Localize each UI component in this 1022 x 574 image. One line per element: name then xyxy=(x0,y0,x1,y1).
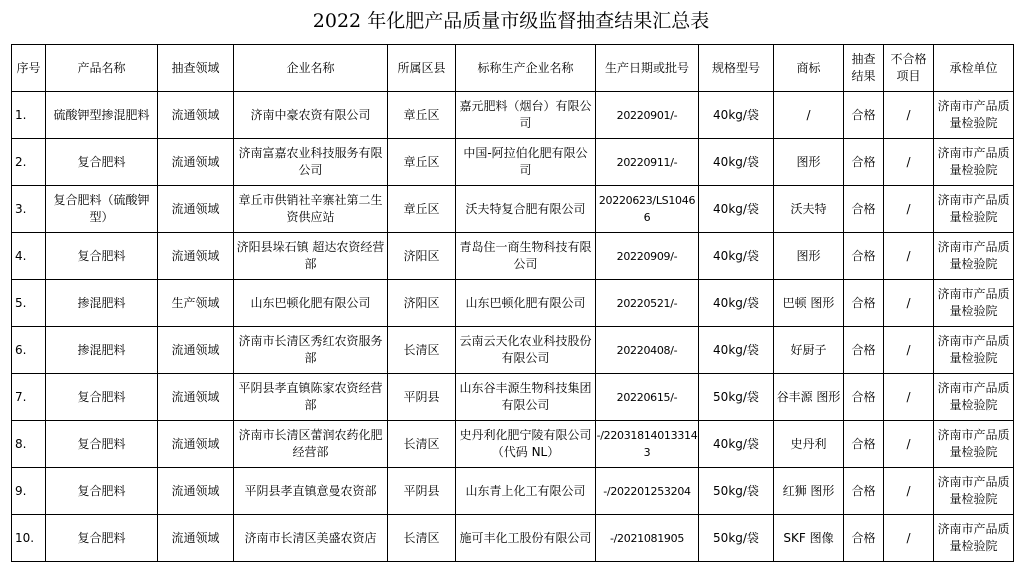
table-row xyxy=(12,186,1014,233)
specification-cell: 40kg/袋 xyxy=(699,327,774,374)
nonconforming-items-cell: / xyxy=(884,515,934,562)
production-date-batch-cell: 20220911/- xyxy=(596,139,699,186)
product-name-cell: 复合肥料 xyxy=(46,421,158,468)
product-name-cell: 复合肥料（硫酸钾型） xyxy=(46,186,158,233)
nonconforming-items-cell: / xyxy=(884,280,934,327)
production-date-batch-cell: 20220521/- xyxy=(596,280,699,327)
testing-agency-cell: 济南市产品质量检验院 xyxy=(934,421,1014,468)
company-name-cell: 济南富嘉农业科技服务有限公司 xyxy=(234,139,388,186)
company-name-cell: 平阴县孝直镇陈家农资经营部 xyxy=(234,374,388,421)
manufacturer-name-cell: 云南云天化农业科技股份有限公司 xyxy=(456,327,596,374)
table-row xyxy=(12,280,1014,327)
trademark-cell: 好厨子 xyxy=(774,327,844,374)
sampling-result-cell: 合格 xyxy=(844,468,884,515)
trademark-cell: 图形 xyxy=(774,233,844,280)
manufacturer-name-cell: 山东谷丰源生物科技集团有限公司 xyxy=(456,374,596,421)
nonconforming-items-cell: / xyxy=(884,327,934,374)
production-date-batch-cell: 20220901/- xyxy=(596,92,699,139)
sampling-result-cell: 合格 xyxy=(844,327,884,374)
sampling-field-cell: 流通领域 xyxy=(158,421,234,468)
table-body xyxy=(12,92,1014,562)
district-cell: 长清区 xyxy=(388,421,456,468)
row-number-cell: 9. xyxy=(12,468,46,515)
table-row xyxy=(12,139,1014,186)
sampling-field-cell: 流通领域 xyxy=(158,233,234,280)
company-name-cell: 济南市长清区秀红农资服务部 xyxy=(234,327,388,374)
table-row xyxy=(12,421,1014,468)
sampling-result-cell: 合格 xyxy=(844,421,884,468)
row-number-cell: 4. xyxy=(12,233,46,280)
district-cell: 长清区 xyxy=(388,515,456,562)
testing-agency-cell: 济南市产品质量检验院 xyxy=(934,515,1014,562)
sampling-result-cell: 合格 xyxy=(844,280,884,327)
district-cell: 济阳区 xyxy=(388,280,456,327)
district-cell: 长清区 xyxy=(388,327,456,374)
sampling-field-cell: 流通领域 xyxy=(158,327,234,374)
company-name-cell: 济南市长清区美盛农资店 xyxy=(234,515,388,562)
district-cell: 章丘区 xyxy=(388,92,456,139)
sampling-field-cell: 流通领域 xyxy=(158,92,234,139)
row-number-cell: 8. xyxy=(12,421,46,468)
header-cell: 抽查领域 xyxy=(158,45,234,92)
sampling-result-cell: 合格 xyxy=(844,186,884,233)
trademark-cell: SKF 图像 xyxy=(774,515,844,562)
testing-agency-cell: 济南市产品质量检验院 xyxy=(934,327,1014,374)
company-name-cell: 平阴县孝直镇意曼农资部 xyxy=(234,468,388,515)
nonconforming-items-cell: / xyxy=(884,233,934,280)
row-number-cell: 1. xyxy=(12,92,46,139)
manufacturer-name-cell: 嘉元肥料（烟台）有限公司 xyxy=(456,92,596,139)
table-row xyxy=(12,374,1014,421)
header-cell: 规格型号 xyxy=(699,45,774,92)
table-row xyxy=(12,233,1014,280)
sampling-result-cell: 合格 xyxy=(844,515,884,562)
table-row xyxy=(12,515,1014,562)
sampling-field-cell: 流通领域 xyxy=(158,186,234,233)
row-number-cell: 6. xyxy=(12,327,46,374)
testing-agency-cell: 济南市产品质量检验院 xyxy=(934,468,1014,515)
sampling-result-cell: 合格 xyxy=(844,374,884,421)
header-cell: 承检单位 xyxy=(934,45,1014,92)
trademark-cell: 图形 xyxy=(774,139,844,186)
sampling-result-cell: 合格 xyxy=(844,139,884,186)
testing-agency-cell: 济南市产品质量检验院 xyxy=(934,92,1014,139)
company-name-cell: 山东巴顿化肥有限公司 xyxy=(234,280,388,327)
product-name-cell: 复合肥料 xyxy=(46,139,158,186)
testing-agency-cell: 济南市产品质量检验院 xyxy=(934,374,1014,421)
testing-agency-cell: 济南市产品质量检验院 xyxy=(934,280,1014,327)
district-cell: 章丘区 xyxy=(388,139,456,186)
company-name-cell: 济南中豪农资有限公司 xyxy=(234,92,388,139)
header-cell: 企业名称 xyxy=(234,45,388,92)
manufacturer-name-cell: 山东巴顿化肥有限公司 xyxy=(456,280,596,327)
header-cell: 所属区县 xyxy=(388,45,456,92)
sampling-field-cell: 生产领域 xyxy=(158,280,234,327)
nonconforming-items-cell: / xyxy=(884,468,934,515)
district-cell: 章丘区 xyxy=(388,186,456,233)
sampling-field-cell: 流通领域 xyxy=(158,139,234,186)
results-table xyxy=(11,44,1014,562)
product-name-cell: 复合肥料 xyxy=(46,233,158,280)
specification-cell: 40kg/袋 xyxy=(699,186,774,233)
trademark-cell: / xyxy=(774,92,844,139)
row-number-cell: 5. xyxy=(12,280,46,327)
specification-cell: 50kg/袋 xyxy=(699,468,774,515)
product-name-cell: 复合肥料 xyxy=(46,515,158,562)
production-date-batch-cell: 20220623/LS10466 xyxy=(596,186,699,233)
page-title: 2022 年化肥产品质量市级监督抽查结果汇总表 xyxy=(312,10,710,32)
specification-cell: 50kg/袋 xyxy=(699,515,774,562)
table-row xyxy=(12,468,1014,515)
manufacturer-name-cell: 山东青上化工有限公司 xyxy=(456,468,596,515)
trademark-cell: 谷丰源 图形 xyxy=(774,374,844,421)
row-number-cell: 2. xyxy=(12,139,46,186)
sampling-field-cell: 流通领域 xyxy=(158,468,234,515)
product-name-cell: 掺混肥料 xyxy=(46,280,158,327)
manufacturer-name-cell: 史丹利化肥宁陵有限公司（代码 NL） xyxy=(456,421,596,468)
sampling-field-cell: 流通领域 xyxy=(158,515,234,562)
header-cell: 商标 xyxy=(774,45,844,92)
sampling-result-cell: 合格 xyxy=(844,233,884,280)
trademark-cell: 史丹利 xyxy=(774,421,844,468)
row-number-cell: 10. xyxy=(12,515,46,562)
manufacturer-name-cell: 青岛住一商生物科技有限公司 xyxy=(456,233,596,280)
product-name-cell: 硫酸钾型掺混肥料 xyxy=(46,92,158,139)
nonconforming-items-cell: / xyxy=(884,421,934,468)
district-cell: 平阴县 xyxy=(388,374,456,421)
manufacturer-name-cell: 中国-阿拉伯化肥有限公司 xyxy=(456,139,596,186)
specification-cell: 40kg/袋 xyxy=(699,421,774,468)
production-date-batch-cell: -/220318140133143 xyxy=(596,421,699,468)
district-cell: 平阴县 xyxy=(388,468,456,515)
company-name-cell: 章丘市供销社辛寨社第二生资供应站 xyxy=(234,186,388,233)
product-name-cell: 复合肥料 xyxy=(46,468,158,515)
testing-agency-cell: 济南市产品质量检验院 xyxy=(934,139,1014,186)
manufacturer-name-cell: 沃夫特复合肥有限公司 xyxy=(456,186,596,233)
company-name-cell: 济南市长清区蕾润农药化肥经营部 xyxy=(234,421,388,468)
specification-cell: 50kg/袋 xyxy=(699,374,774,421)
product-name-cell: 复合肥料 xyxy=(46,374,158,421)
table-row xyxy=(12,92,1014,139)
production-date-batch-cell: -/202201253204 xyxy=(596,468,699,515)
sampling-result-cell: 合格 xyxy=(844,92,884,139)
header-cell: 产品名称 xyxy=(46,45,158,92)
production-date-batch-cell: 20220909/- xyxy=(596,233,699,280)
specification-cell: 40kg/袋 xyxy=(699,139,774,186)
trademark-cell: 沃夫特 xyxy=(774,186,844,233)
specification-cell: 40kg/袋 xyxy=(699,233,774,280)
nonconforming-items-cell: / xyxy=(884,374,934,421)
nonconforming-items-cell: / xyxy=(884,186,934,233)
row-number-cell: 3. xyxy=(12,186,46,233)
table-header-row xyxy=(12,45,1014,92)
sampling-field-cell: 流通领域 xyxy=(158,374,234,421)
testing-agency-cell: 济南市产品质量检验院 xyxy=(934,233,1014,280)
header-cell: 序号 xyxy=(12,45,46,92)
header-cell: 抽查结果 xyxy=(844,45,884,92)
header-cell: 不合格项目 xyxy=(884,45,934,92)
header-cell: 标称生产企业名称 xyxy=(456,45,596,92)
nonconforming-items-cell: / xyxy=(884,139,934,186)
trademark-cell: 红狮 图形 xyxy=(774,468,844,515)
header-cell: 生产日期或批号 xyxy=(596,45,699,92)
district-cell: 济阳区 xyxy=(388,233,456,280)
testing-agency-cell: 济南市产品质量检验院 xyxy=(934,186,1014,233)
production-date-batch-cell: 20220408/- xyxy=(596,327,699,374)
specification-cell: 40kg/袋 xyxy=(699,92,774,139)
row-number-cell: 7. xyxy=(12,374,46,421)
table-row xyxy=(12,327,1014,374)
manufacturer-name-cell: 施可丰化工股份有限公司 xyxy=(456,515,596,562)
production-date-batch-cell: 20220615/- xyxy=(596,374,699,421)
nonconforming-items-cell: / xyxy=(884,92,934,139)
specification-cell: 40kg/袋 xyxy=(699,280,774,327)
production-date-batch-cell: -/2021081905 xyxy=(596,515,699,562)
product-name-cell: 掺混肥料 xyxy=(46,327,158,374)
company-name-cell: 济阳县垛石镇 超达农资经营部 xyxy=(234,233,388,280)
trademark-cell: 巴顿 图形 xyxy=(774,280,844,327)
